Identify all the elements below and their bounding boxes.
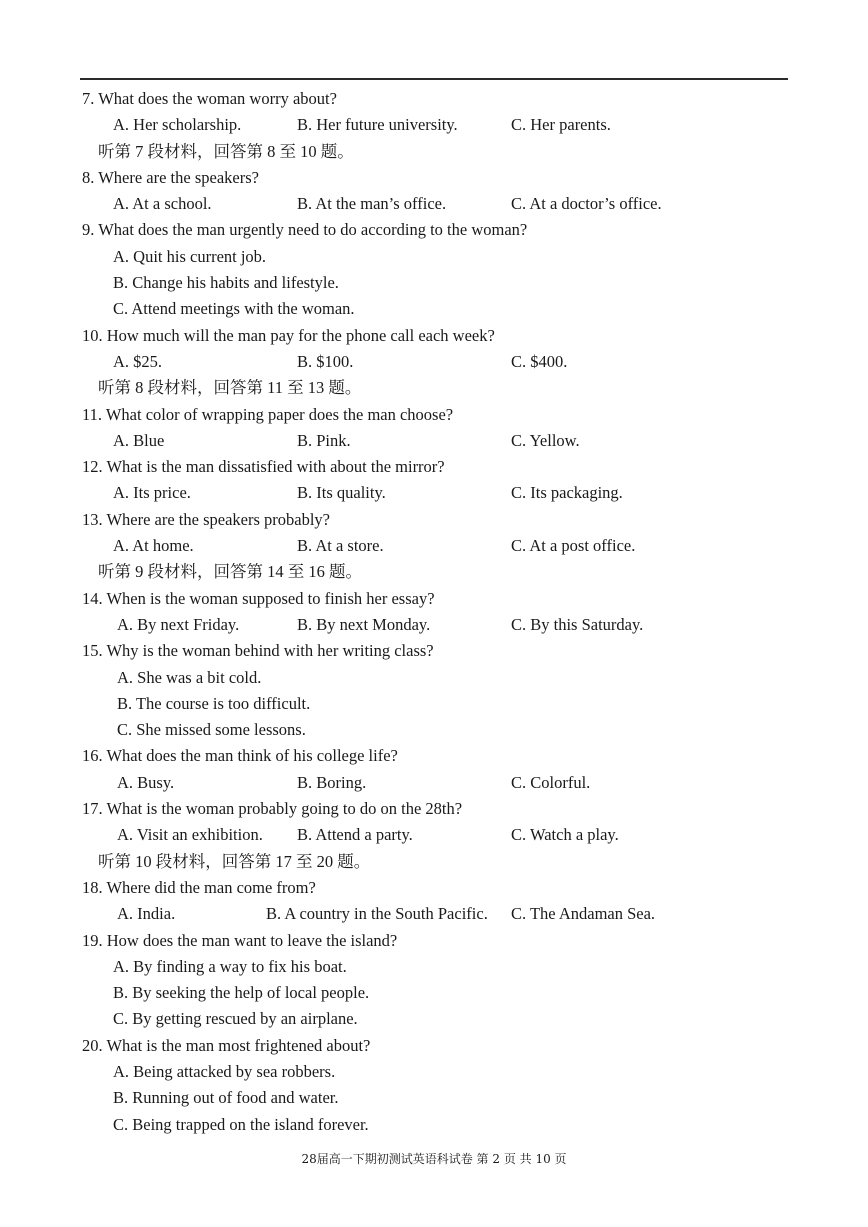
answer-option: A. Visit an exhibition. — [117, 825, 263, 845]
answer-option: B. Boring. — [297, 772, 367, 792]
header-rule — [80, 78, 788, 80]
question-stem: 13. Where are the speakers probably? — [82, 509, 330, 529]
question-stem: 8. Where are the speakers? — [82, 167, 259, 187]
answer-options-row — [82, 612, 788, 638]
answer-option: B. At the man’s office. — [297, 194, 447, 214]
answer-option: B. Running out of food and water. — [113, 1088, 339, 1108]
answer-option: A. Her scholarship. — [113, 115, 242, 135]
answer-option: C. She missed some lessons. — [117, 720, 306, 740]
answer-option: A. $25. — [113, 351, 163, 371]
answer-option: B. A country in the South Pacific. — [266, 904, 488, 924]
answer-option: A. By next Friday. — [117, 614, 240, 634]
answer-option: C. Being trapped on the island forever. — [113, 1114, 369, 1134]
answer-options-row — [82, 191, 788, 217]
question-stem: 16. What does the man think of his college life? — [82, 746, 398, 766]
answer-option: A. Being attacked by sea robbers. — [113, 1061, 336, 1081]
question-stem: 9. What does the man urgently need to do according to the woman? — [82, 220, 528, 240]
answer-option: A. Quit his current job. — [113, 246, 267, 266]
answer-option: C. Watch a play. — [511, 825, 619, 845]
answer-option: C. At a doctor’s office. — [511, 194, 662, 214]
page-footer: 28届高一下期初测试英语科试卷 第 2 页 共 10 页 — [301, 1152, 567, 1166]
answer-option: C. By this Saturday. — [511, 614, 644, 634]
question-stem: 11. What color of wrapping paper does the man choose? — [82, 404, 454, 424]
answer-option: C. At a post office. — [511, 536, 636, 556]
section-instruction: 听第 7 段材料，回答第 8 至 10 题。 — [98, 141, 354, 161]
answer-options-row — [82, 349, 788, 375]
answer-option: B. Change his habits and lifestyle. — [113, 273, 339, 293]
answer-options-row — [82, 480, 788, 506]
answer-options-row — [82, 901, 788, 927]
answer-option: C. Its packaging. — [511, 483, 623, 503]
answer-option: B. Attend a party. — [297, 825, 413, 845]
answer-option: B. By seeking the help of local people. — [113, 983, 370, 1003]
answer-option: B. At a store. — [297, 536, 384, 556]
answer-option: A. By finding a way to fix his boat. — [113, 956, 347, 976]
answer-options-row — [82, 533, 788, 559]
question-list — [82, 86, 788, 1138]
answer-option: A. India. — [117, 904, 176, 924]
answer-option: A. At home. — [113, 536, 194, 556]
answer-options-row — [82, 822, 788, 848]
question-stem: 12. What is the man dissatisfied with about the mirror? — [82, 457, 445, 477]
answer-option: C. Her parents. — [511, 115, 611, 135]
answer-option: A. Its price. — [113, 483, 191, 503]
section-instruction: 听第 9 段材料，回答第 14 至 16 题。 — [98, 562, 362, 582]
question-stem: 14. When is the woman supposed to finish her essay? — [82, 588, 435, 608]
answer-option: C. The Andaman Sea. — [511, 904, 656, 924]
answer-option: A. Busy. — [117, 772, 175, 792]
question-stem: 15. Why is the woman behind with her writing class? — [82, 641, 434, 661]
answer-option: C. Yellow. — [511, 430, 580, 450]
section-instruction: 听第 8 段材料，回答第 11 至 13 题。 — [98, 378, 362, 398]
answer-option: B. Its quality. — [297, 483, 386, 503]
answer-option: C. $400. — [511, 351, 568, 371]
answer-options-row — [82, 770, 788, 796]
answer-option: C. Attend meetings with the woman. — [113, 299, 355, 319]
answer-option: B. $100. — [297, 351, 354, 371]
answer-option: B. Her future university. — [297, 115, 458, 135]
question-stem: 20. What is the man most frightened about? — [82, 1035, 371, 1055]
answer-options-row — [82, 428, 788, 454]
question-stem: 19. How does the man want to leave the island? — [82, 930, 398, 950]
answer-option: C. By getting rescued by an airplane. — [113, 1009, 358, 1029]
answer-option: B. The course is too difficult. — [117, 693, 311, 713]
answer-option: A. Blue — [113, 430, 165, 450]
question-stem: 10. How much will the man pay for the phone call each week? — [82, 325, 495, 345]
answer-option: C. Colorful. — [511, 772, 591, 792]
question-stem: 18. Where did the man come from? — [82, 877, 316, 897]
answer-option: B. Pink. — [297, 430, 351, 450]
question-stem: 7. What does the woman worry about? — [82, 89, 337, 108]
question-stem: 17. What is the woman probably going to do on the 28th? — [82, 799, 463, 819]
answer-option: A. She was a bit cold. — [117, 667, 262, 687]
answer-options-row — [82, 112, 788, 138]
answer-option: A. At a school. — [113, 194, 212, 214]
section-instruction: 听第 10 段材料，回答第 17 至 20 题。 — [98, 851, 371, 871]
answer-option: B. By next Monday. — [297, 614, 431, 634]
